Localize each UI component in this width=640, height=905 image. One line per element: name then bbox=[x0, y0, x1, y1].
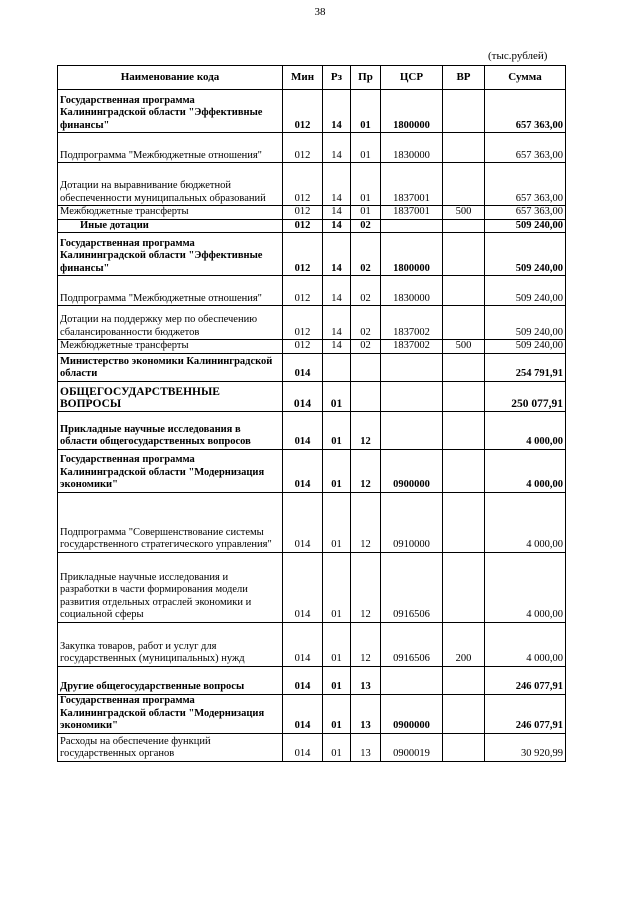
row-vr bbox=[443, 666, 485, 694]
row-csr bbox=[381, 219, 443, 233]
row-vr bbox=[443, 276, 485, 306]
row-name: Государственная программа Калининградской области "Модернизация экономики" bbox=[58, 694, 283, 733]
row-min: 012 bbox=[283, 133, 323, 163]
row-csr: 1837002 bbox=[381, 306, 443, 340]
row-sum: 246 077,91 bbox=[485, 666, 566, 694]
row-sum: 657 363,00 bbox=[485, 90, 566, 133]
row-sum: 254 791,91 bbox=[485, 353, 566, 381]
row-vr bbox=[443, 133, 485, 163]
row-name: Прикладные научные исследования в области общегосударственных вопросов bbox=[58, 411, 283, 449]
table-row bbox=[58, 133, 566, 163]
row-min: 012 bbox=[283, 340, 323, 354]
row-csr bbox=[381, 411, 443, 449]
row-name: Дотации на выравнивание бюджетной обеспеченности муниципальных образований bbox=[58, 163, 283, 206]
row-sum: 30 920,99 bbox=[485, 733, 566, 761]
row-csr bbox=[381, 353, 443, 381]
row-pr: 12 bbox=[351, 552, 381, 622]
row-pr: 01 bbox=[351, 206, 381, 220]
row-vr bbox=[443, 694, 485, 733]
row-min: 014 bbox=[283, 552, 323, 622]
row-pr: 02 bbox=[351, 233, 381, 276]
row-csr: 1800000 bbox=[381, 233, 443, 276]
row-pr bbox=[351, 353, 381, 381]
row-rz: 01 bbox=[323, 622, 351, 666]
row-name: Другие общегосударственные вопросы bbox=[58, 666, 283, 694]
table-row bbox=[58, 276, 566, 306]
table-row bbox=[58, 353, 566, 381]
table-row bbox=[58, 733, 566, 761]
row-name: Прикладные научные исследования и разработки в части формирования модели развития отдельных отраслей экономики и социальной сферы bbox=[58, 552, 283, 622]
header-vr: ВР bbox=[443, 66, 485, 90]
row-min: 012 bbox=[283, 306, 323, 340]
row-rz: 01 bbox=[323, 381, 351, 411]
row-rz: 01 bbox=[323, 492, 351, 552]
row-sum: 509 240,00 bbox=[485, 276, 566, 306]
row-sum: 4 000,00 bbox=[485, 411, 566, 449]
row-pr: 01 bbox=[351, 133, 381, 163]
table-row bbox=[58, 449, 566, 492]
header-name: Наименование кода bbox=[58, 66, 283, 90]
row-name: ОБЩЕГОСУДАРСТВЕННЫЕ ВОПРОСЫ bbox=[58, 381, 283, 411]
row-min: 012 bbox=[283, 276, 323, 306]
row-sum: 250 077,91 bbox=[485, 381, 566, 411]
table-row bbox=[58, 381, 566, 411]
budget-table bbox=[57, 65, 566, 762]
header-rz: Рз bbox=[323, 66, 351, 90]
row-name: Иные дотации bbox=[58, 219, 283, 233]
row-min: 014 bbox=[283, 353, 323, 381]
row-sum: 657 363,00 bbox=[485, 163, 566, 206]
row-sum: 4 000,00 bbox=[485, 492, 566, 552]
row-name: Государственная программа Калининградской области "Эффективные финансы" bbox=[58, 90, 283, 133]
row-vr: 200 bbox=[443, 622, 485, 666]
row-vr bbox=[443, 353, 485, 381]
table-row bbox=[58, 306, 566, 340]
row-csr: 1800000 bbox=[381, 90, 443, 133]
row-sum: 4 000,00 bbox=[485, 622, 566, 666]
row-name: Подпрограмма "Совершенствование системы государственного стратегического управления" bbox=[58, 492, 283, 552]
row-name: Межбюджетные трансферты bbox=[58, 340, 283, 354]
row-csr: 0900000 bbox=[381, 694, 443, 733]
row-csr: 0916506 bbox=[381, 552, 443, 622]
row-csr: 1830000 bbox=[381, 276, 443, 306]
row-sum: 4 000,00 bbox=[485, 552, 566, 622]
row-vr bbox=[443, 163, 485, 206]
row-csr: 1837001 bbox=[381, 206, 443, 220]
row-pr: 01 bbox=[351, 163, 381, 206]
row-min: 012 bbox=[283, 163, 323, 206]
row-rz: 01 bbox=[323, 411, 351, 449]
row-sum: 4 000,00 bbox=[485, 449, 566, 492]
row-vr: 500 bbox=[443, 340, 485, 354]
row-pr: 12 bbox=[351, 411, 381, 449]
table-row bbox=[58, 411, 566, 449]
row-name: Подпрограмма "Межбюджетные отношения" bbox=[58, 276, 283, 306]
row-csr: 0910000 bbox=[381, 492, 443, 552]
table-row bbox=[58, 666, 566, 694]
row-name: Государственная программа Калининградской области "Эффективные финансы" bbox=[58, 233, 283, 276]
row-pr: 01 bbox=[351, 90, 381, 133]
row-csr bbox=[381, 666, 443, 694]
row-min: 014 bbox=[283, 492, 323, 552]
row-sum: 509 240,00 bbox=[485, 233, 566, 276]
units-label: (тыс.рублей) bbox=[488, 50, 548, 62]
row-min: 014 bbox=[283, 381, 323, 411]
row-vr bbox=[443, 411, 485, 449]
row-min: 014 bbox=[283, 622, 323, 666]
row-name: Государственная программа Калининградской области "Модернизация экономики" bbox=[58, 449, 283, 492]
row-rz: 14 bbox=[323, 340, 351, 354]
table-row bbox=[58, 552, 566, 622]
row-rz: 14 bbox=[323, 163, 351, 206]
row-name: Министерство экономики Калининградской области bbox=[58, 353, 283, 381]
row-vr bbox=[443, 733, 485, 761]
row-vr bbox=[443, 552, 485, 622]
row-name: Закупка товаров, работ и услуг для государственных (муниципальных) нужд bbox=[58, 622, 283, 666]
table-row bbox=[58, 163, 566, 206]
row-pr: 02 bbox=[351, 340, 381, 354]
row-sum: 509 240,00 bbox=[485, 306, 566, 340]
row-name: Расходы на обеспечение функций государственных органов bbox=[58, 733, 283, 761]
row-vr bbox=[443, 381, 485, 411]
row-min: 014 bbox=[283, 694, 323, 733]
row-csr: 1837002 bbox=[381, 340, 443, 354]
row-csr: 0916506 bbox=[381, 622, 443, 666]
row-sum: 657 363,00 bbox=[485, 206, 566, 220]
row-rz: 01 bbox=[323, 666, 351, 694]
row-vr bbox=[443, 306, 485, 340]
row-csr: 1837001 bbox=[381, 163, 443, 206]
row-min: 012 bbox=[283, 219, 323, 233]
header-sum: Сумма bbox=[485, 66, 566, 90]
row-vr bbox=[443, 449, 485, 492]
table-header-row bbox=[58, 66, 566, 90]
row-csr: 1830000 bbox=[381, 133, 443, 163]
table-row bbox=[58, 219, 566, 233]
row-vr bbox=[443, 492, 485, 552]
row-pr: 12 bbox=[351, 622, 381, 666]
row-vr bbox=[443, 233, 485, 276]
table-row bbox=[58, 340, 566, 354]
row-pr: 13 bbox=[351, 694, 381, 733]
row-pr bbox=[351, 381, 381, 411]
header-min: Мин bbox=[283, 66, 323, 90]
table-row bbox=[58, 622, 566, 666]
row-min: 014 bbox=[283, 666, 323, 694]
row-rz: 14 bbox=[323, 90, 351, 133]
row-rz: 01 bbox=[323, 552, 351, 622]
table-row bbox=[58, 206, 566, 220]
row-sum: 246 077,91 bbox=[485, 694, 566, 733]
row-pr: 13 bbox=[351, 666, 381, 694]
row-name: Межбюджетные трансферты bbox=[58, 206, 283, 220]
row-pr: 12 bbox=[351, 492, 381, 552]
row-rz: 14 bbox=[323, 306, 351, 340]
row-sum: 509 240,00 bbox=[485, 219, 566, 233]
row-rz: 01 bbox=[323, 694, 351, 733]
row-sum: 657 363,00 bbox=[485, 133, 566, 163]
row-name: Дотации на поддержку мер по обеспечению сбалансированности бюджетов bbox=[58, 306, 283, 340]
row-rz: 14 bbox=[323, 133, 351, 163]
row-min: 012 bbox=[283, 233, 323, 276]
row-name: Подпрограмма "Межбюджетные отношения" bbox=[58, 133, 283, 163]
row-pr: 02 bbox=[351, 219, 381, 233]
row-min: 012 bbox=[283, 206, 323, 220]
header-csr: ЦСР bbox=[381, 66, 443, 90]
row-vr bbox=[443, 90, 485, 133]
row-pr: 12 bbox=[351, 449, 381, 492]
row-min: 014 bbox=[283, 411, 323, 449]
row-sum: 509 240,00 bbox=[485, 340, 566, 354]
table-row bbox=[58, 90, 566, 133]
row-rz: 14 bbox=[323, 219, 351, 233]
row-min: 012 bbox=[283, 90, 323, 133]
row-rz: 01 bbox=[323, 449, 351, 492]
row-rz: 14 bbox=[323, 276, 351, 306]
row-csr: 0900019 bbox=[381, 733, 443, 761]
row-rz bbox=[323, 353, 351, 381]
row-csr: 0900000 bbox=[381, 449, 443, 492]
header-pr: Пр bbox=[351, 66, 381, 90]
row-min: 014 bbox=[283, 733, 323, 761]
row-rz: 14 bbox=[323, 233, 351, 276]
table-row bbox=[58, 694, 566, 733]
row-pr: 13 bbox=[351, 733, 381, 761]
table-row bbox=[58, 492, 566, 552]
row-pr: 02 bbox=[351, 306, 381, 340]
row-pr: 02 bbox=[351, 276, 381, 306]
row-vr bbox=[443, 219, 485, 233]
row-vr: 500 bbox=[443, 206, 485, 220]
table-row bbox=[58, 233, 566, 276]
row-min: 014 bbox=[283, 449, 323, 492]
row-rz: 01 bbox=[323, 733, 351, 761]
row-rz: 14 bbox=[323, 206, 351, 220]
page-number: 38 bbox=[314, 6, 326, 18]
row-csr bbox=[381, 381, 443, 411]
